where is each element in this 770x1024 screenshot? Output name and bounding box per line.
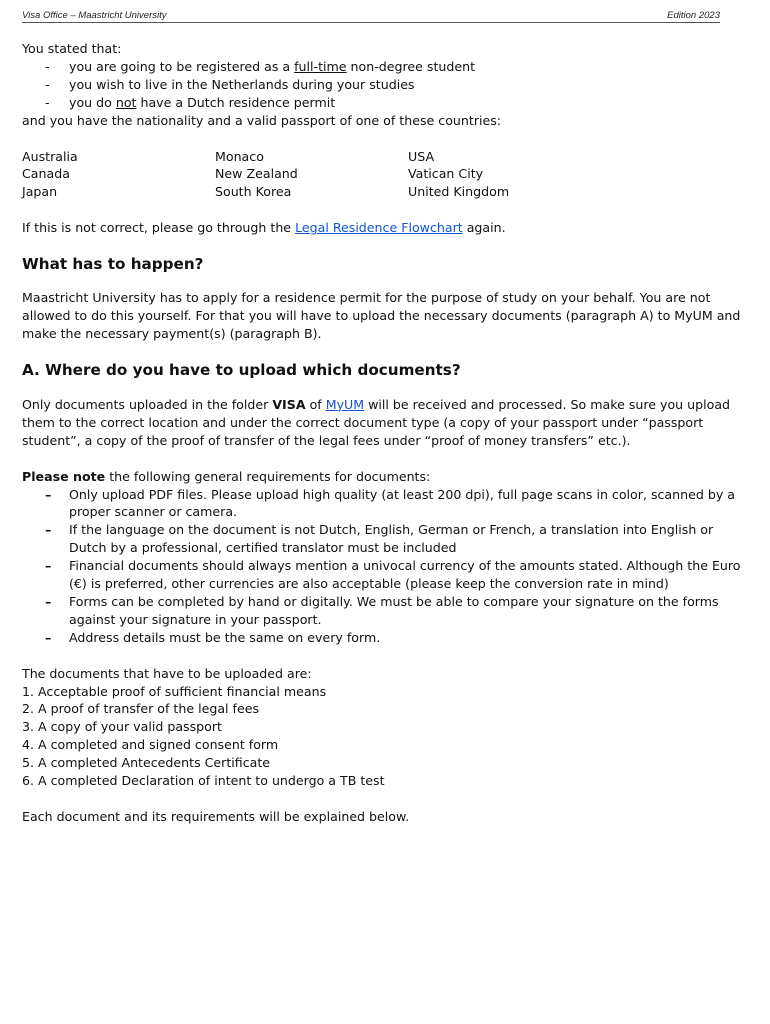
country: Australia (22, 148, 78, 164)
incorrect-text: If this is not correct, please go through the Legal Residence Flowchart again. (22, 220, 506, 236)
requirements-list (22, 486, 750, 647)
closing-text: Each document and its requirements will be explained below. (22, 809, 410, 824)
header-edition: Edition 2023 (667, 10, 720, 21)
document-item: 1. Acceptable proof of sufficient financial means (22, 683, 327, 699)
document-item: 3. A copy of your valid passport (22, 719, 222, 735)
country: Japan (22, 184, 58, 200)
country: South Korea (215, 184, 292, 200)
condition-item: - you wish to live in the Netherlands during your studies (22, 76, 750, 94)
condition-item: - you do not have a Dutch residence permit (22, 94, 750, 112)
nationality-text: and you have the nationality and a valid passport of one of these countries: (22, 112, 502, 128)
requirement-item: – Forms can be completed by hand or digitally. We must be able to compare your signature on the forms against your signature in your passport. (22, 593, 750, 629)
document-item: 4. A completed and signed consent form (22, 737, 279, 753)
requirement-item: – Address details must be the same on every form. (22, 629, 750, 647)
legal-residence-flowchart-link[interactable]: Legal Residence Flowchart (295, 220, 463, 236)
page-header (22, 8, 720, 23)
document-item: 2. A proof of transfer of the legal fees (22, 701, 260, 717)
section-heading: What has to happen? (22, 255, 204, 274)
country: Canada (22, 166, 70, 182)
header-left: Visa Office – Maastricht University (22, 10, 167, 21)
upload-paragraph: Only documents uploaded in the folder VISA of MyUM will be received and processed. So make sure you upload them to the correct location and under the correct document type (a copy of your passport under “passport student”, a copy of the proof of transfer of the legal fees under “proof of money transfers” etc.). (22, 396, 731, 448)
document-item: 6. A completed Declaration of intent to undergo a TB test (22, 773, 385, 789)
condition-item: - you are going to be registered as a full-time non-degree student (22, 58, 750, 76)
section-paragraph: Maastricht University has to apply for a residence permit for the purpose of study on your behalf. You are not allowed to do this yourself. For that you will have to upload the necessary documents (paragraph A) to MyUM and make the necessary payment(s) (paragraph B). (22, 290, 741, 341)
conditions-list (22, 58, 750, 112)
country: Monaco (215, 148, 264, 164)
country: Vatican City (408, 166, 484, 182)
requirement-item: – Financial documents should always mention a univocal currency of the amounts stated. Although the Euro (€) is preferred, other currencies are also acceptable (please keep the conversion rate in mind) (22, 557, 750, 593)
note-text: Please note the following general requirements for documents: (22, 468, 431, 484)
country: New Zealand (215, 166, 298, 182)
document-item: 5. A completed Antecedents Certificate (22, 755, 271, 771)
country: USA (408, 148, 435, 164)
section-heading: A. Where do you have to upload which documents? (22, 360, 461, 379)
document-body (22, 40, 750, 826)
country: United Kingdom (408, 184, 510, 200)
requirement-item: – Only upload PDF files. Please upload high quality (at least 200 dpi), full page scans in color, scanned by a proper scanner or camera. (22, 486, 750, 522)
stated-text: You stated that: (22, 41, 122, 56)
requirement-item: – If the language on the document is not Dutch, English, German or French, a translation into English or Dutch by a professional, certified translator must be included (22, 521, 750, 557)
myum-link[interactable]: MyUM (325, 396, 365, 412)
countries-table (22, 148, 750, 202)
documents-intro: The documents that have to be uploaded are: (22, 665, 312, 681)
